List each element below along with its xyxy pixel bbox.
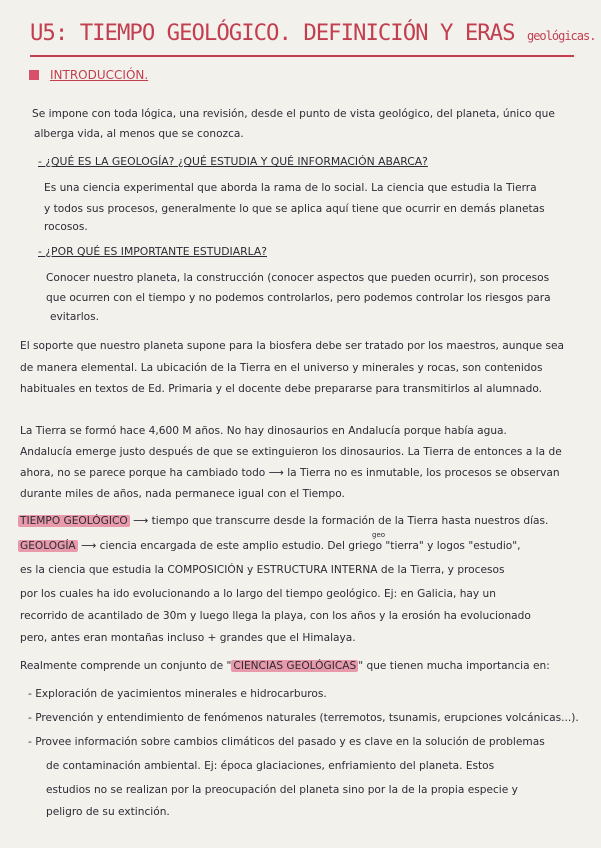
text-line: alberga vida, al menos que se conozca. [34, 128, 244, 140]
text-line: Conocer nuestro planeta, la construcción (conocer aspectos que pueden ocurrir), son procesos [46, 272, 550, 284]
text-line: rocosos. [44, 221, 88, 233]
text-line: ahora, no se parece porque ha cambiado todo ⟶ la Tierra no es inmutable, los procesos se observan [20, 467, 560, 479]
text-line: que ocurren con el tiempo y no podemos controlarlos, pero podemos controlar los riesgos para [46, 292, 551, 304]
list-item: - Exploración de yacimientos minerales e hidrocarburos. [28, 688, 327, 700]
text-line: habituales en textos de Ed. Primaria y el docente debe prepararse para transmitirlos al alumnado. [20, 383, 543, 395]
title-underline [30, 55, 574, 57]
definition-tiempo-geologico: TIEMPO GEOLÓGICO ⟶ tiempo que transcurre desde la formación de la Tierra hasta nuestros días. [20, 515, 549, 527]
highlighted-term: TIEMPO GEOLÓGICO [20, 515, 128, 527]
text-line: Se impone con toda lógica, una revisión, desde el punto de vista geológico, del planeta, único que [32, 108, 555, 120]
text-line: durante miles de años, nada permanece igual con el Tiempo. [20, 488, 345, 500]
text-line: es la ciencia que estudia la COMPOSICIÓN y ESTRUCTURA INTERNA de la Tierra, y procesos [20, 564, 505, 576]
intro-heading: INTRODUCCIÓN. [50, 68, 149, 82]
highlighted-term: GEOLOGÍA [20, 540, 76, 552]
question-heading: - ¿QUÉ ES LA GEOLOGÍA? ¿QUÉ ESTUDIA Y QUÉ INFORMACIÓN ABARCA? [38, 155, 428, 168]
text-line: La Tierra se formó hace 4,600 M años. No hay dinosaurios en Andalucía porque había agua. [20, 425, 507, 437]
list-item: - Prevención y entendimiento de fenómenos naturales (terremotos, tsunamis, erupciones volcánicas...). [28, 712, 579, 724]
text-line: Andalucía emerge justo después de que se extinguieron los dinosaurios. La Tierra de entonces a la de [20, 446, 562, 458]
highlighted-term: CIENCIAS GEOLÓGICAS [233, 660, 357, 672]
bullet-square-icon [29, 70, 39, 80]
geo-annotation: geo [372, 531, 386, 539]
text-line: Es una ciencia experimental que aborda la rama de lo social. La ciencia que estudia la Tierra [44, 182, 537, 194]
list-item: - Provee información sobre cambios climáticos del pasado y es clave en la solución de problemas [28, 736, 545, 748]
text-line: por los cuales ha ido evolucionando a lo largo del tiempo geológico. Ej: en Galicia, hay un [20, 588, 496, 600]
text-line: estudios no se realizan por la preocupación del planeta sino por la de la propia especie y [46, 784, 518, 796]
page-title: U5: TIEMPO GEOLÓGICO. DEFINICIÓN Y ERAS geológicas. [30, 20, 596, 46]
text-line: de contaminación ambiental. Ej: época glaciaciones, enfriamiento del planeta. Estos [46, 760, 495, 772]
text-line: peligro de su extinción. [46, 806, 170, 818]
text-line: y todos sus procesos, generalmente lo que se aplica aquí tiene que ocurrir en demás planetas [44, 203, 545, 215]
question-heading: - ¿POR QUÉ ES IMPORTANTE ESTUDIARLA? [38, 245, 267, 258]
text-line: El soporte que nuestro planeta supone para la biosfera debe ser tratado por los maestros, aunque sea [20, 340, 565, 352]
text-line: recorrido de acantilado de 30m y luego llega la playa, con los años y la erosión ha evolucionado [20, 610, 531, 622]
title-suffix: geológicas. [526, 29, 596, 43]
ciencias-line: Realmente comprende un conjunto de " CIENCIAS GEOLÓGICAS " que tienen mucha importancia en: [20, 660, 550, 672]
text-line: evitarlos. [50, 311, 100, 323]
text-line: pero, antes eran montañas incluso + grandes que el Himalaya. [20, 632, 356, 644]
text-line: de manera elemental. La ubicación de la Tierra en el universo y minerales y rocas, son contenidos [20, 362, 543, 374]
definition-geologia: GEOLOGÍA ⟶ ciencia encargada de este amplio estudio. Del griego "tierra" y logos "estudio", [20, 540, 521, 552]
